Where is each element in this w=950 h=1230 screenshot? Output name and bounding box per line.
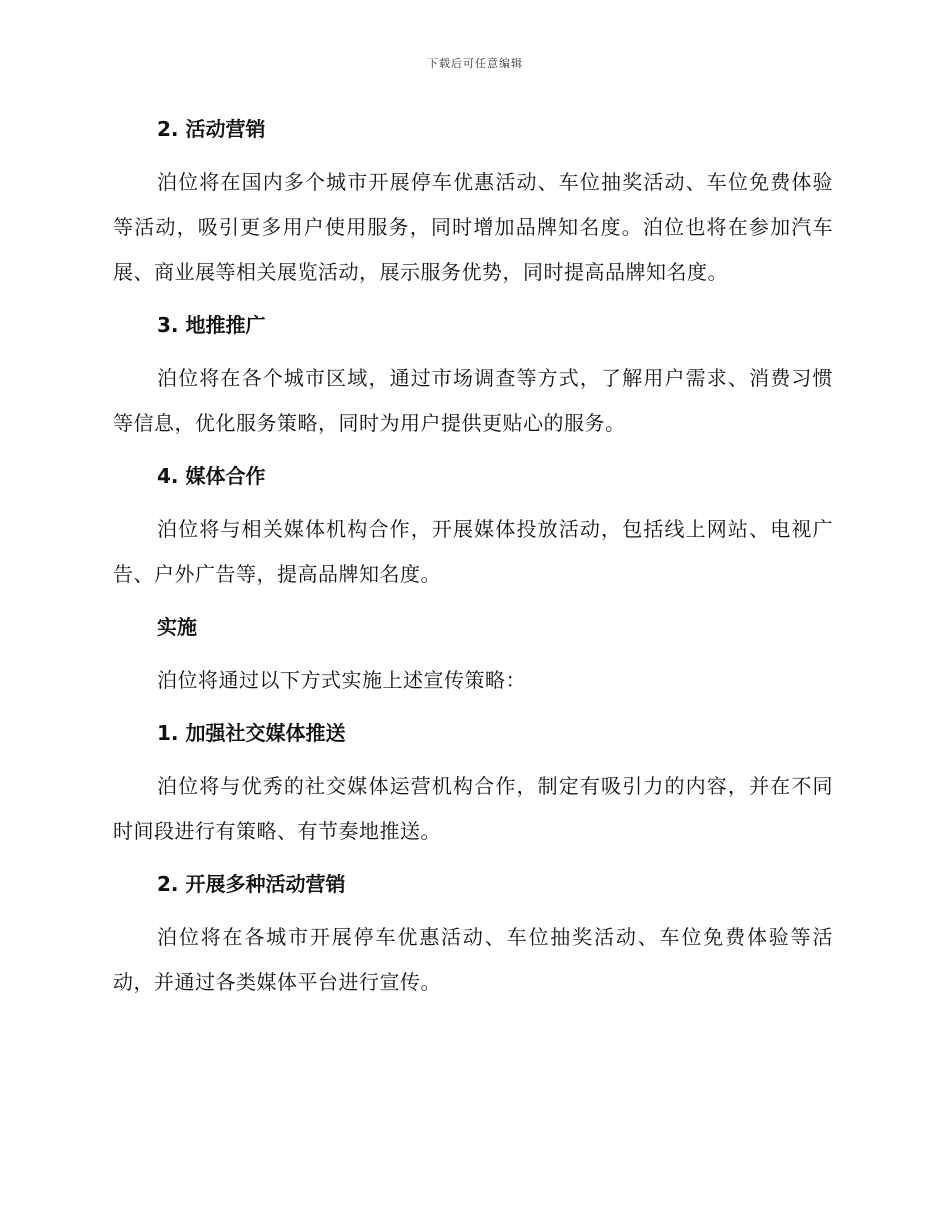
body-paragraph: 泊位将与相关媒体机构合作，开展媒体投放活动，包括线上网站、电视广告、户外广告等，提高品牌知名度。 [113,517,833,586]
section-heading: 实施 [157,615,197,639]
page-header: 下载后可任意编辑 [427,57,523,70]
section-heading: 2. 开展多种活动营销 [157,872,346,896]
body-paragraph: 泊位将在国内多个城市开展停车优惠活动、车位抽奖活动、车位免费体验等活动，吸引更多用户使用服务，同时增加品牌知名度。泊位也将在参加汽车展、商业展等相关展览活动，展示服务优势，同时提高品牌知名度。 [113,170,833,284]
body-paragraph: 泊位将在各城市开展停车优惠活动、车位抽奖活动、车位免费体验等活动，并通过各类媒体平台进行宣传。 [113,925,833,994]
section-heading: 3. 地推推广 [157,313,266,337]
section-heading: 2. 活动营销 [157,117,266,141]
body-paragraph: 泊位将通过以下方式实施上述宣传策略： [157,668,526,692]
section-heading: 4. 媒体合作 [157,464,266,488]
body-paragraph: 泊位将与优秀的社交媒体运营机构合作，制定有吸引力的内容，并在不同时间段进行有策略、有节奏地推送。 [113,774,833,843]
document-body [113,110,833,1005]
section-heading: 1. 加强社交媒体推送 [157,721,346,745]
body-paragraph: 泊位将在各个城市区域，通过市场调查等方式，了解用户需求、消费习惯等信息，优化服务策略，同时为用户提供更贴心的服务。 [113,366,833,435]
